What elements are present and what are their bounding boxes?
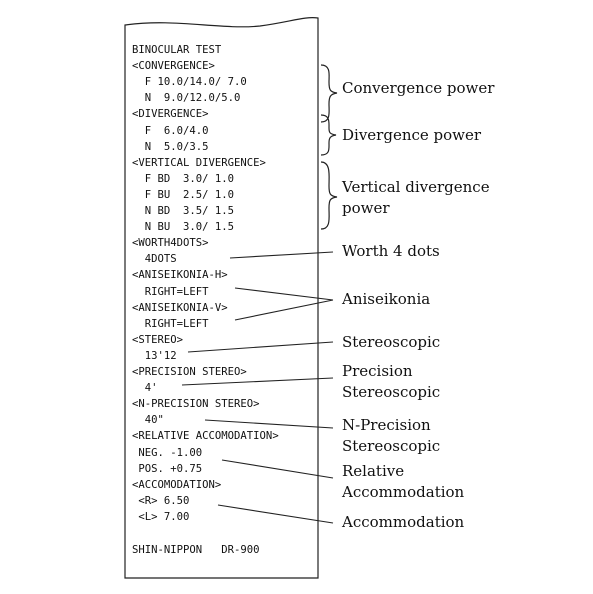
receipt-line: <STEREO>: [132, 333, 184, 346]
receipt-line: POS. +0.75: [132, 462, 203, 475]
receipt-line: <RELATIVE ACCOMODATION>: [132, 430, 279, 443]
receipt-line: 40": [132, 414, 164, 427]
receipt-line: <CONVERGENCE>: [132, 60, 215, 73]
receipt-line: <PRECISION STEREO>: [132, 366, 247, 378]
bracket-convergence: [321, 65, 337, 122]
leader-accommodation: [218, 505, 333, 523]
label-accommodation: Accommodation: [342, 513, 465, 531]
receipt-line: F BU 2.5/ 1.0: [132, 188, 235, 201]
bracket-divergence: [321, 115, 336, 155]
receipt-line: RIGHT=LEFT: [132, 285, 209, 298]
receipt-line: F BD 3.0/ 1.0: [132, 172, 235, 185]
receipt-line: N 9.0/12.0/5.0: [132, 92, 241, 105]
receipt-line: F 10.0/14.0/ 7.0: [132, 76, 247, 89]
receipt-line: <L> 7.00: [132, 510, 190, 523]
label-convergence-power: Convergence power: [342, 79, 495, 97]
receipt-line: N BD 3.5/ 1.5: [132, 205, 235, 217]
receipt-line: <ACCOMODATION>: [132, 478, 222, 491]
leader-stereo: [188, 342, 333, 352]
label-divergence-power: Divergence power: [342, 126, 482, 144]
label-vertical-divergence-power: Vertical divergence power: [342, 178, 490, 217]
label-precision-stereoscopic: Precision Stereoscopic: [342, 362, 441, 401]
label-aniseikonia: Aniseikonia: [342, 290, 431, 308]
receipt-line: N BU 3.0/ 1.5: [132, 221, 235, 234]
label-n-precision-stereoscopic: N-Precision Stereoscopic: [342, 416, 441, 455]
leader-n-precision-stereo: [205, 420, 333, 428]
receipt-line: NEG. -1.00: [132, 446, 203, 459]
receipt-line: <DIVERGENCE>: [132, 108, 209, 121]
receipt-line: F 6.0/4.0: [132, 124, 209, 137]
receipt-line: BINOCULAR TEST: [132, 44, 222, 56]
leader-precision-stereo: [182, 378, 333, 385]
receipt-line: <ANISEIKONIA-H>: [132, 269, 228, 282]
receipt-line: N 5.0/3.5: [132, 140, 209, 153]
receipt-footer: SHIN-NIPPON DR-900: [132, 544, 260, 556]
bracket-vertical-divergence: [321, 162, 337, 229]
receipt-line: <N-PRECISION STEREO>: [132, 398, 260, 411]
label-worth-4-dots: Worth 4 dots: [342, 242, 440, 260]
receipt-line: 13'12: [132, 349, 177, 362]
receipt-line: 4': [132, 382, 158, 395]
receipt-line: <VERTICAL DIVERGENCE>: [132, 156, 266, 169]
receipt-line: RIGHT=LEFT: [132, 317, 209, 330]
receipt-line: <ANISEIKONIA-V>: [132, 301, 228, 314]
leader-relative-accommodation: [222, 460, 333, 478]
receipt-line: <R> 6.50: [132, 494, 190, 507]
label-stereoscopic: Stereoscopic: [342, 333, 441, 351]
label-relative-accommodation: Relative Accommodation: [342, 462, 465, 501]
receipt-line: <WORTH4DOTS>: [132, 237, 209, 250]
receipt-line: 4DOTS: [132, 253, 177, 266]
